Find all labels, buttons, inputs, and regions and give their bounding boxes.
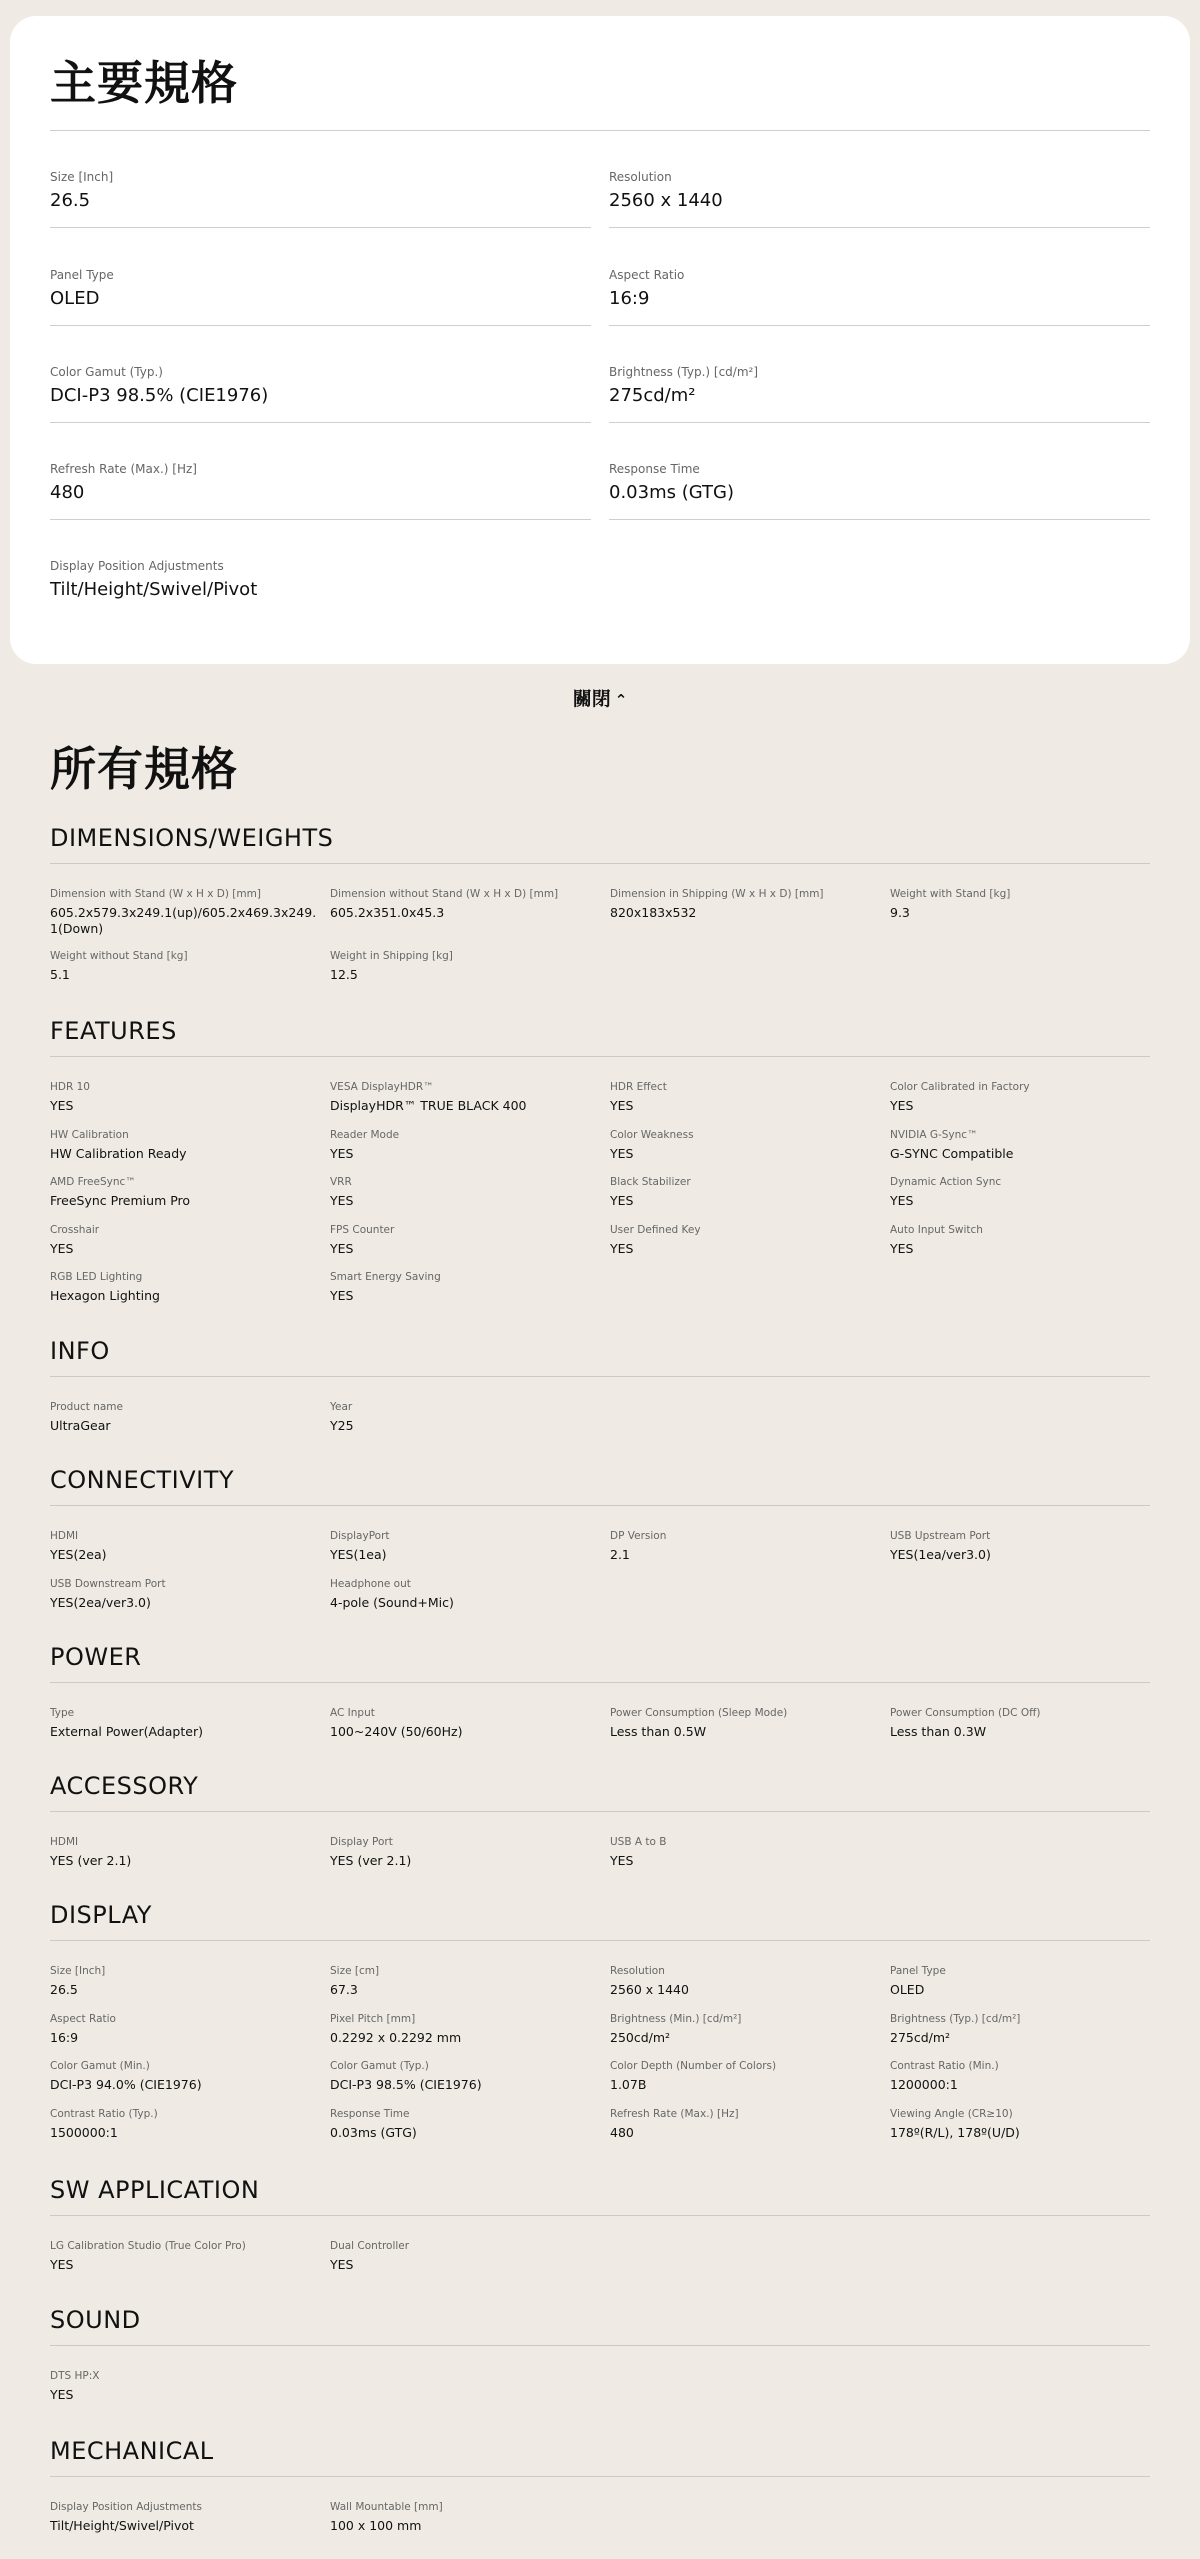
key-spec-label: Color Gamut (Typ.) — [50, 365, 163, 379]
key-spec-item — [50, 169, 590, 212]
spec-value: 0.2292 x 0.2292 mm — [330, 2029, 462, 2045]
divider — [50, 1505, 1150, 1506]
section-title: MECHANICAL — [50, 2437, 214, 2465]
spec-label: HDR Effect — [610, 1081, 667, 1093]
spec-value: 2.1 — [610, 1547, 630, 1562]
spec-label: Reader Mode — [330, 1128, 400, 1141]
spec-item — [50, 1128, 320, 1162]
spec-item — [330, 1128, 600, 1162]
spec-value: G-SYNC Compatible — [890, 1145, 1014, 1161]
spec-item — [50, 1270, 320, 1304]
divider — [609, 422, 1150, 423]
spec-label: Dimension without Stand (W x H x D) [mm] — [330, 888, 559, 900]
spec-value: YES(1ea/ver3.0) — [890, 1547, 991, 1562]
spec-value: YES — [890, 1193, 914, 1208]
spec-label: Color Gamut (Typ.) — [330, 2060, 429, 2072]
section-title: FEATURES — [50, 1017, 177, 1045]
spec-value: External Power(Adapter) — [50, 1724, 203, 1739]
spec-label: HDMI — [50, 1836, 79, 1848]
section-title: SOUND — [50, 2306, 141, 2334]
spec-label: NVIDIA G-Sync™ — [890, 1128, 978, 1141]
spec-label: DP Version — [610, 1530, 667, 1542]
divider — [50, 422, 591, 423]
spec-value: 100 x 100 mm — [330, 2518, 422, 2533]
divider — [50, 1811, 1150, 1812]
key-spec-value: 2560 x 1440 — [609, 190, 723, 211]
spec-item — [330, 2107, 600, 2141]
spec-label: Weight with Stand [kg] — [890, 888, 1011, 900]
spec-label: Viewing Angle (CR≥10) — [890, 2107, 1013, 2120]
divider — [50, 1056, 1150, 1057]
spec-value: YES — [610, 1240, 634, 1256]
close-button[interactable] — [0, 684, 1200, 711]
divider — [50, 1940, 1150, 1941]
spec-label: Size [Inch] — [50, 1965, 106, 1977]
spec-value: 67.3 — [330, 1982, 358, 1997]
key-spec-item — [50, 461, 590, 504]
spec-label: DisplayPort — [330, 1530, 390, 1542]
spec-item — [330, 1529, 600, 1563]
spec-value: 605.2x351.0x45.3 — [330, 905, 445, 920]
spec-item — [610, 2107, 880, 2141]
spec-item — [610, 1964, 880, 1998]
spec-item — [330, 2500, 600, 2534]
key-spec-label: Refresh Rate (Max.) [Hz] — [50, 462, 197, 476]
spec-item — [610, 1706, 880, 1740]
divider — [50, 2215, 1150, 2216]
spec-item — [330, 2059, 600, 2093]
spec-value: 26.5 — [50, 1982, 78, 1997]
key-spec-label: Response Time — [609, 462, 700, 476]
spec-label: Contrast Ratio (Min.) — [890, 2060, 999, 2072]
spec-item — [610, 1529, 880, 1563]
spec-value: YES(2ea/ver3.0) — [50, 1594, 151, 1610]
section-title: ACCESSORY — [50, 1772, 199, 1800]
spec-label: HDMI — [50, 1530, 79, 1542]
spec-label: FPS Counter — [330, 1223, 395, 1236]
spec-label: Size [cm] — [330, 1965, 380, 1977]
key-spec-value: OLED — [50, 288, 100, 309]
spec-label: USB A to B — [610, 1836, 667, 1848]
spec-value: 275cd/m² — [890, 2029, 951, 2045]
spec-label: Color Weakness — [610, 1128, 694, 1141]
spec-value: YES — [50, 1240, 74, 1256]
divider — [609, 227, 1150, 228]
spec-label: Weight without Stand [kg] — [50, 950, 188, 962]
spec-value: Hexagon Lighting — [50, 1288, 160, 1303]
spec-value: 250cd/m² — [610, 2029, 671, 2045]
spec-label: Type — [50, 1707, 75, 1719]
spec-label: HDR 10 — [50, 1081, 90, 1093]
section-title: DISPLAY — [50, 1901, 152, 1929]
key-spec-label: Display Position Adjustments — [50, 559, 224, 573]
spec-item — [50, 2369, 320, 2403]
spec-item — [610, 1835, 880, 1869]
spec-value: YES — [610, 1853, 634, 1868]
spec-value: DisplayHDR™ TRUE BLACK 400 — [330, 1098, 527, 1113]
spec-item — [50, 1964, 320, 1998]
divider — [50, 2345, 1150, 2346]
spec-value: YES — [610, 1193, 634, 1208]
key-spec-value: DCI-P3 98.5% (CIE1976) — [50, 385, 269, 406]
spec-label: Panel Type — [890, 1965, 946, 1977]
spec-value: 2560 x 1440 — [610, 1982, 689, 1997]
spec-label: Black Stabilizer — [610, 1176, 691, 1188]
key-spec-item — [609, 461, 1149, 504]
spec-value: OLED — [890, 1982, 925, 1997]
section-title: SW APPLICATION — [50, 2176, 260, 2204]
key-spec-value: 480 — [50, 482, 85, 503]
key-spec-item — [50, 558, 590, 601]
spec-label: Dynamic Action Sync — [890, 1176, 1002, 1188]
divider — [50, 519, 591, 520]
spec-value: HW Calibration Ready — [50, 1145, 187, 1161]
key-spec-value: 26.5 — [50, 190, 91, 211]
spec-item — [330, 887, 600, 921]
key-spec-label: Size [Inch] — [50, 170, 114, 184]
spec-label: Brightness (Typ.) [cd/m²] — [890, 2012, 1021, 2025]
spec-label: LG Calibration Studio (True Color Pro) — [50, 2240, 246, 2252]
spec-value: YES (ver 2.1) — [50, 1853, 132, 1868]
spec-item — [890, 1223, 1160, 1257]
key-spec-item — [609, 267, 1149, 310]
spec-item — [890, 1175, 1160, 1209]
spec-value: 820x183x532 — [610, 905, 697, 920]
spec-item — [890, 2107, 1160, 2141]
divider — [50, 227, 591, 228]
spec-label: AC Input — [330, 1707, 375, 1719]
spec-item — [50, 2500, 320, 2534]
spec-value: 4-pole (Sound+Mic) — [330, 1594, 454, 1610]
spec-item — [610, 1128, 880, 1162]
spec-value: 480 — [610, 2124, 634, 2140]
spec-item — [50, 1223, 320, 1257]
key-spec-value: 0.03ms (GTG) — [609, 482, 735, 503]
divider — [50, 1682, 1150, 1683]
spec-value: FreeSync Premium Pro — [50, 1193, 191, 1208]
spec-label: Power Consumption (DC Off) — [890, 1707, 1041, 1719]
spec-value: YES — [890, 1098, 914, 1113]
spec-value: YES — [330, 1145, 354, 1161]
spec-item — [330, 1577, 600, 1611]
spec-item — [890, 1964, 1160, 1998]
divider — [50, 130, 1150, 131]
spec-item — [50, 2107, 320, 2141]
key-spec-value: 16:9 — [609, 288, 650, 309]
spec-item — [50, 2239, 320, 2273]
spec-value: 178º(R/L), 178º(U/D) — [890, 2124, 1020, 2140]
spec-item — [610, 2012, 880, 2046]
spec-label: RGB LED Lighting — [50, 1271, 143, 1283]
spec-value: 1.07B — [610, 2077, 647, 2092]
spec-label: Power Consumption (Sleep Mode) — [610, 1707, 788, 1719]
key-specs-card — [10, 16, 1190, 664]
spec-item — [330, 1706, 600, 1740]
spec-label: AMD FreeSync™ — [50, 1176, 136, 1188]
spec-item — [330, 1270, 600, 1304]
spec-value: Less than 0.5W — [610, 1724, 707, 1739]
spec-value: YES (ver 2.1) — [330, 1853, 412, 1868]
key-spec-item — [609, 364, 1149, 407]
spec-value: 605.2x579.3x249.1(up)/605.2x469.3x249.1(Down) — [50, 905, 317, 936]
key-spec-label: Brightness (Typ.) [cd/m²] — [609, 365, 759, 379]
spec-item — [890, 1706, 1160, 1740]
spec-item — [330, 1964, 600, 1998]
spec-value: YES(2ea) — [50, 1547, 107, 1562]
spec-item — [50, 2059, 320, 2093]
spec-value: YES — [50, 1098, 74, 1113]
spec-label: Pixel Pitch [mm] — [330, 2012, 416, 2025]
key-specs-title: 主要規格 — [50, 56, 238, 110]
close-button-label: 關閉 — [572, 688, 611, 710]
spec-item — [890, 1080, 1160, 1114]
spec-label: Dimension with Stand (W x H x D) [mm] — [50, 888, 261, 900]
spec-label: HW Calibration — [50, 1128, 129, 1141]
spec-label: Headphone out — [330, 1577, 411, 1590]
spec-value: Tilt/Height/Swivel/Pivot — [50, 2518, 194, 2533]
spec-item — [50, 1577, 320, 1611]
spec-item — [610, 1223, 880, 1257]
section-title: POWER — [50, 1643, 142, 1671]
spec-value: YES — [610, 1145, 634, 1161]
spec-value: 9.3 — [890, 905, 910, 920]
spec-label: Brightness (Min.) [cd/m²] — [610, 2012, 742, 2025]
spec-item — [610, 887, 880, 921]
spec-label: User Defined Key — [610, 1223, 701, 1236]
spec-item — [50, 1835, 320, 1869]
spec-item — [50, 1175, 320, 1209]
spec-item — [610, 2059, 880, 2093]
spec-value: YES — [610, 1098, 634, 1113]
spec-item — [890, 1529, 1160, 1563]
spec-value: 5.1 — [50, 967, 70, 982]
spec-item — [330, 1223, 600, 1257]
spec-value: 1500000:1 — [50, 2124, 118, 2140]
spec-item — [330, 2012, 600, 2046]
spec-item — [610, 1080, 880, 1114]
spec-value: 16:9 — [50, 2029, 79, 2045]
spec-label: DTS HP:X — [50, 2370, 100, 2382]
spec-item — [50, 1400, 320, 1434]
all-specs-title: 所有規格 — [50, 742, 238, 796]
section-title: DIMENSIONS/WEIGHTS — [50, 824, 334, 852]
divider — [50, 1376, 1150, 1377]
spec-label: VRR — [330, 1176, 352, 1188]
spec-label: Crosshair — [50, 1223, 100, 1236]
key-spec-item — [50, 267, 590, 310]
spec-value: YES — [330, 1193, 354, 1208]
spec-value: 0.03ms (GTG) — [330, 2124, 417, 2140]
spec-value: DCI-P3 94.0% (CIE1976) — [50, 2077, 202, 2092]
spec-label: Response Time — [330, 2107, 410, 2120]
spec-item — [50, 1529, 320, 1563]
spec-label: Wall Mountable [mm] — [330, 2501, 443, 2513]
divider — [609, 519, 1150, 520]
spec-value: YES — [330, 2257, 354, 2272]
spec-label: USB Downstream Port — [50, 1577, 166, 1590]
key-spec-value: 275cd/m² — [609, 385, 696, 406]
spec-value: YES — [890, 1240, 914, 1256]
key-spec-item — [50, 364, 590, 407]
spec-value: DCI-P3 98.5% (CIE1976) — [330, 2077, 482, 2092]
spec-label: Color Calibrated in Factory — [890, 1081, 1030, 1093]
spec-item — [50, 1706, 320, 1740]
spec-value: YES — [330, 1240, 354, 1256]
spec-item — [330, 1400, 600, 1434]
spec-item — [330, 949, 600, 983]
spec-value: UltraGear — [50, 1418, 111, 1433]
divider — [50, 2476, 1150, 2477]
divider — [50, 325, 591, 326]
key-spec-item — [609, 169, 1149, 212]
spec-value: 100~240V (50/60Hz) — [330, 1724, 463, 1739]
spec-item — [50, 887, 320, 937]
chevron-up-icon: ⌃ — [614, 691, 628, 709]
key-spec-label: Aspect Ratio — [609, 268, 685, 282]
spec-value: 1200000:1 — [890, 2077, 958, 2092]
section-title: CONNECTIVITY — [50, 1466, 235, 1494]
spec-label: VESA DisplayHDR™ — [330, 1081, 434, 1093]
spec-label: Auto Input Switch — [890, 1223, 983, 1236]
spec-value: YES — [50, 2257, 74, 2272]
spec-label: Contrast Ratio (Typ.) — [50, 2107, 158, 2120]
spec-value: Y25 — [330, 1418, 354, 1433]
spec-label: Refresh Rate (Max.) [Hz] — [610, 2107, 739, 2120]
spec-label: Product name — [50, 1401, 123, 1413]
spec-label: Display Position Adjustments — [50, 2501, 203, 2513]
spec-label: Resolution — [610, 1965, 665, 1977]
spec-label: Aspect Ratio — [50, 2012, 116, 2025]
spec-item — [50, 949, 320, 983]
spec-item — [610, 1175, 880, 1209]
spec-label: Color Depth (Number of Colors) — [610, 2060, 777, 2072]
spec-item — [890, 887, 1160, 921]
spec-label: USB Upstream Port — [890, 1530, 991, 1542]
key-spec-label: Panel Type — [50, 268, 114, 282]
spec-label: Dimension in Shipping (W x H x D) [mm] — [610, 888, 824, 900]
spec-item — [890, 2059, 1160, 2093]
spec-item — [330, 1835, 600, 1869]
key-spec-label: Resolution — [609, 170, 672, 184]
spec-label: Dual Controller — [330, 2240, 410, 2252]
spec-item — [330, 1175, 600, 1209]
spec-item — [330, 2239, 600, 2273]
spec-label: Smart Energy Saving — [330, 1271, 441, 1283]
spec-item — [50, 2012, 320, 2046]
spec-item — [890, 2012, 1160, 2046]
spec-item — [50, 1080, 320, 1114]
key-spec-value: Tilt/Height/Swivel/Pivot — [50, 579, 258, 600]
spec-value: YES — [50, 2387, 74, 2402]
spec-label: Color Gamut (Min.) — [50, 2060, 150, 2072]
spec-value: YES(1ea) — [330, 1547, 387, 1562]
spec-item — [890, 1128, 1160, 1162]
spec-item — [330, 1080, 600, 1114]
spec-label: Year — [330, 1401, 353, 1413]
divider — [609, 325, 1150, 326]
divider — [50, 863, 1150, 864]
section-title: INFO — [50, 1337, 110, 1365]
spec-value: YES — [330, 1288, 354, 1303]
spec-value: Less than 0.3W — [890, 1724, 987, 1739]
spec-label: Display Port — [330, 1836, 393, 1848]
spec-value: 12.5 — [330, 967, 358, 982]
spec-label: Weight in Shipping [kg] — [330, 950, 453, 962]
